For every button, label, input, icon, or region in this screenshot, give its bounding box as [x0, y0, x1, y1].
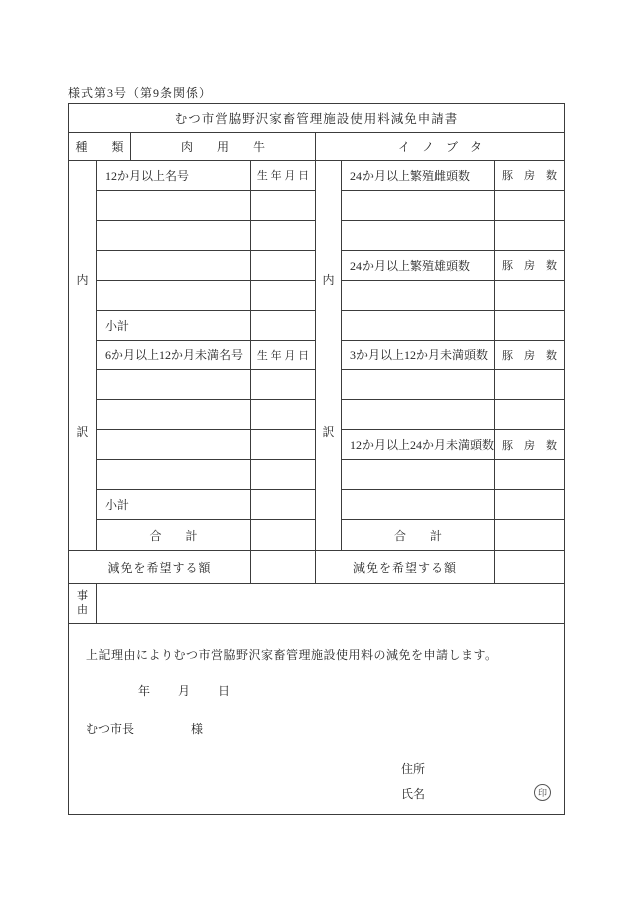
- column-header-cell: 豚 房 数: [502, 170, 557, 183]
- entry-cell: [495, 520, 564, 550]
- species-label: 種 類: [69, 133, 131, 160]
- breakdown-vertical-label: [316, 161, 342, 550]
- form-title: むつ市営脇野沢家畜管理施設使用料減免申請書: [69, 104, 564, 133]
- table-row: [342, 161, 564, 191]
- reduction-amount-label: 減免を希望する額: [69, 551, 251, 583]
- reason-label: [69, 584, 97, 623]
- breakdown-char-wake: 訳: [76, 425, 89, 439]
- table-row: [342, 251, 564, 281]
- table-row: [97, 191, 315, 221]
- row-label: 合 計: [342, 520, 495, 550]
- entry-cell: [495, 370, 564, 399]
- date-line: 年 月 日: [138, 684, 239, 698]
- entry-cell: [251, 281, 315, 310]
- entry-cell: [342, 370, 495, 399]
- table-row: [342, 460, 564, 490]
- entry-cell: [495, 311, 564, 340]
- row-label: 小計: [97, 311, 251, 340]
- entry-cell: [97, 370, 251, 399]
- entry-cell: [342, 221, 495, 250]
- table-row: [342, 370, 564, 400]
- breakdown-vertical-label: [69, 161, 97, 550]
- table-row: [342, 311, 564, 341]
- reduction-amount-label: 減免を希望する額: [316, 551, 495, 583]
- table-row: [342, 520, 564, 550]
- reason-char-ji: 事: [77, 590, 88, 603]
- table-row: [97, 311, 315, 341]
- table-row: [97, 221, 315, 251]
- reason-entry-field: [97, 584, 564, 623]
- entry-cell: [495, 460, 564, 489]
- row-label: 合 計: [97, 520, 251, 550]
- inobuta-rows: [342, 161, 564, 550]
- reduction-amount-row: [69, 551, 564, 584]
- table-row: [342, 191, 564, 221]
- beef-cattle-breakdown: [69, 161, 316, 550]
- row-label: 12か月以上名号: [97, 161, 251, 190]
- row-label: 小計: [97, 490, 251, 519]
- entry-cell: [495, 221, 564, 250]
- row-label: 24か月以上繁殖雌頭数: [342, 161, 495, 190]
- table-row: [342, 490, 564, 520]
- seal-character: 印: [537, 788, 547, 798]
- entry-cell: [251, 251, 315, 280]
- form-number: 様式第3号（第9条関係）: [68, 86, 213, 100]
- breakdown-char-uchi: 内: [76, 273, 89, 287]
- entry-cell: [251, 311, 315, 340]
- species-beef-cattle: 肉 用 牛: [131, 133, 316, 160]
- signature-block: [69, 624, 564, 814]
- entry-cell: [495, 191, 564, 220]
- entry-cell: [251, 490, 315, 519]
- entry-cell: [342, 400, 495, 429]
- table-row: [97, 341, 315, 371]
- reason-row: [69, 584, 564, 624]
- entry-cell: [342, 191, 495, 220]
- table-row: [97, 251, 315, 281]
- row-label: 12か月以上24か月未満頭数: [342, 430, 495, 459]
- entry-cell: [251, 460, 315, 489]
- species-inobuta: イ ノ ブ タ: [397, 140, 482, 154]
- table-row: [342, 430, 564, 460]
- application-form-table: [68, 103, 565, 815]
- entry-cell: [342, 281, 495, 310]
- name-label: 氏名: [401, 787, 426, 801]
- table-row: [342, 281, 564, 311]
- entry-cell: [251, 400, 315, 429]
- species-row: [69, 133, 564, 161]
- breakdown-char-uchi: 内: [322, 273, 335, 287]
- name-line: [401, 785, 547, 802]
- table-row: [97, 400, 315, 430]
- entry-cell: [251, 370, 315, 399]
- application-statement: 上記理由によりむつ市営脇野沢家畜管理施設使用料の減免を申請します。: [86, 648, 498, 662]
- entry-cell: [97, 251, 251, 280]
- table-row: [342, 341, 564, 371]
- addressee-line: [86, 720, 203, 737]
- honorific: 様: [191, 722, 204, 736]
- column-header-cell: 豚 房 数: [502, 260, 557, 273]
- breakdown-section: [69, 161, 564, 551]
- entry-cell: [342, 460, 495, 489]
- row-label: 6か月以上12か月未満名号: [97, 341, 251, 370]
- inobuta-breakdown: [316, 161, 564, 550]
- entry-cell: [97, 400, 251, 429]
- table-row: [97, 430, 315, 460]
- address-label: 住所: [401, 762, 426, 776]
- entry-cell: [251, 221, 315, 250]
- table-row: [97, 520, 315, 550]
- table-row: [342, 221, 564, 251]
- seal-mark-icon: [534, 784, 551, 801]
- mayor-addressee: むつ市長: [86, 722, 135, 736]
- entry-cell: [342, 490, 495, 519]
- beef-cattle-rows: [97, 161, 315, 550]
- column-header-cell: 豚 房 数: [502, 349, 557, 362]
- table-row: [97, 161, 315, 191]
- entry-cell: [97, 460, 251, 489]
- entry-cell: [342, 311, 495, 340]
- entry-cell: [251, 191, 315, 220]
- reduction-amount-cell: [495, 551, 564, 583]
- row-label: 24か月以上繁殖雄頭数: [342, 251, 495, 280]
- entry-cell: [495, 490, 564, 519]
- column-header-cell: 豚 房 数: [502, 439, 557, 452]
- entry-cell: [251, 520, 315, 550]
- entry-cell: [495, 400, 564, 429]
- table-row: [342, 400, 564, 430]
- entry-cell: [97, 430, 251, 459]
- row-label: 3か月以上12か月未満頭数: [342, 341, 495, 370]
- entry-cell: [97, 221, 251, 250]
- entry-cell: [97, 191, 251, 220]
- entry-cell: [97, 281, 251, 310]
- reason-char-yu: 由: [77, 603, 88, 616]
- reduction-amount-cell: [251, 551, 315, 583]
- entry-cell: [495, 281, 564, 310]
- beef-cattle-reduction: [69, 551, 316, 583]
- column-header-cell: 生 年 月 日: [256, 349, 310, 362]
- entry-cell: [251, 430, 315, 459]
- table-row: [97, 460, 315, 490]
- inobuta-reduction: [316, 551, 564, 583]
- table-row: [97, 370, 315, 400]
- column-header-cell: 生 年 月 日: [256, 170, 310, 183]
- table-row: [97, 281, 315, 311]
- breakdown-char-wake: 訳: [322, 425, 335, 439]
- table-row: [97, 490, 315, 520]
